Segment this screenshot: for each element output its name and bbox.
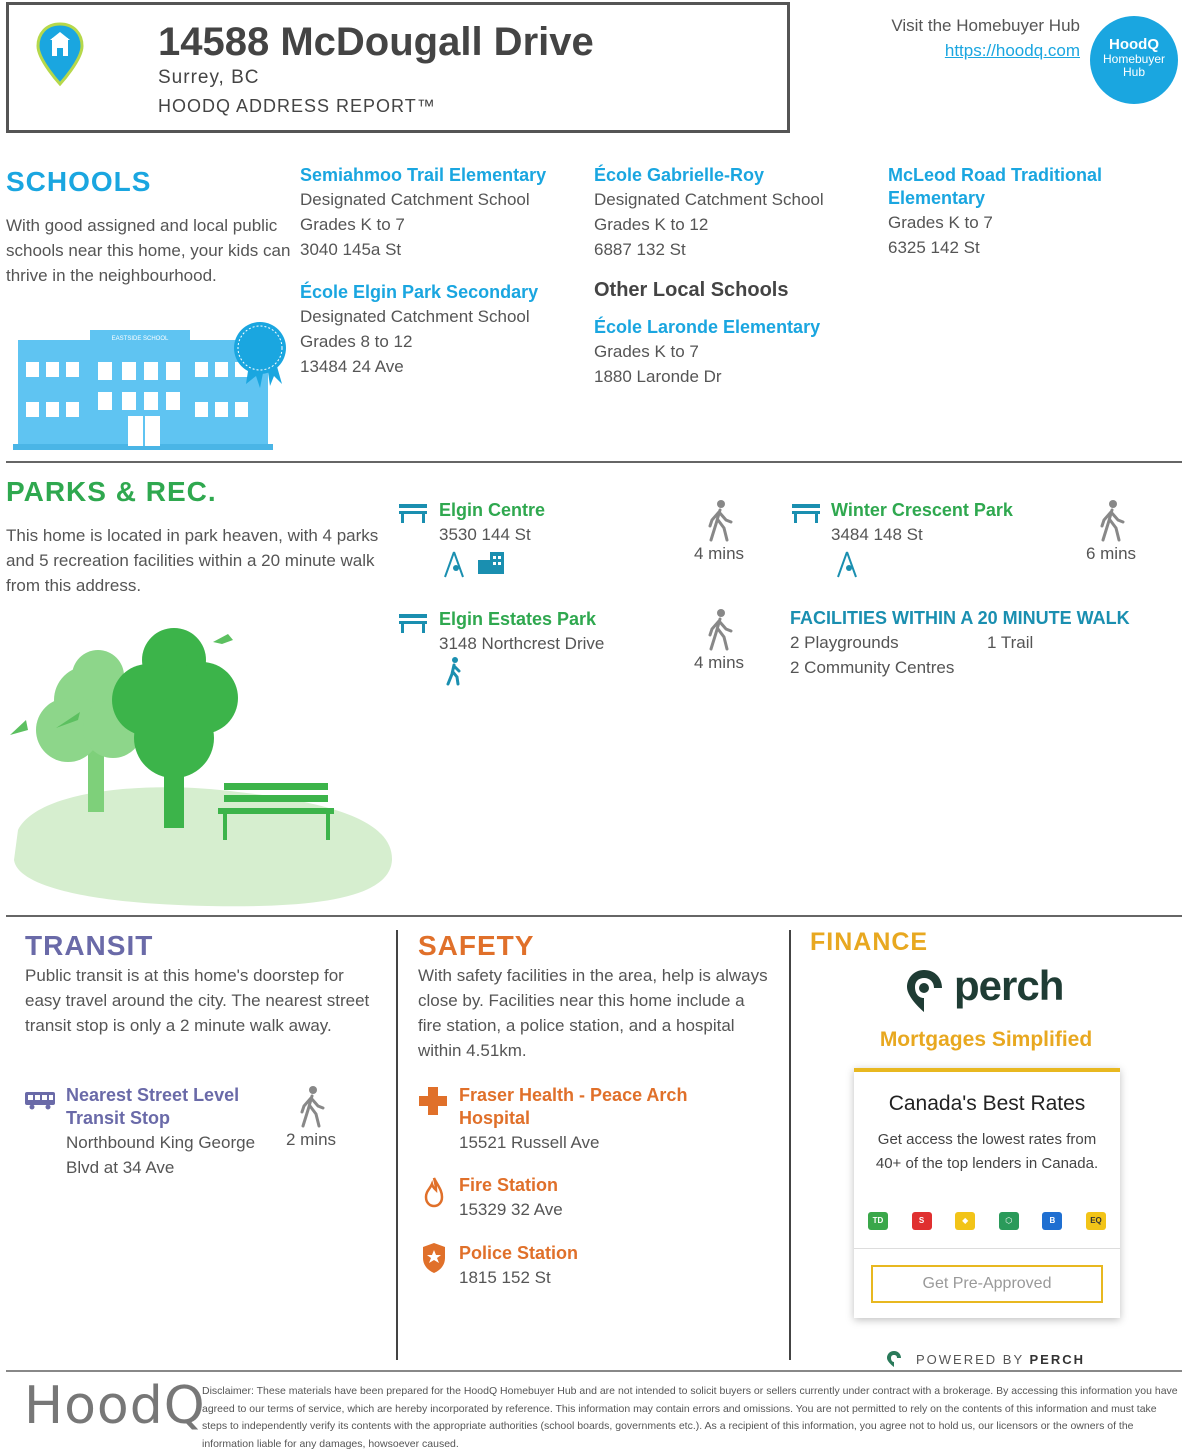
school-type: Designated Catchment School (300, 307, 530, 326)
walk-icon (298, 1084, 326, 1128)
perch-brand: perch (954, 962, 1064, 1009)
powered-by (916, 1352, 1085, 1367)
safety-entry (459, 1174, 719, 1222)
school-entry (300, 164, 590, 262)
lender-logos (868, 1212, 1106, 1230)
facility-playgrounds: 2 Playgrounds (790, 633, 899, 652)
school-entry (300, 281, 590, 379)
walk-icon (706, 498, 734, 542)
powered-prefix: POWERED BY (916, 1352, 1030, 1367)
hub-link[interactable]: https://hoodq.com (944, 41, 1080, 60)
safety-entry (459, 1084, 719, 1155)
schools-description: With good assigned and local public schools near this home, your kids can thrive in the neighbourhood. (6, 216, 291, 285)
school-name[interactable]: McLeod Road Traditional Elementary (888, 165, 1103, 208)
lender-eq-icon: EQ (1086, 1212, 1106, 1230)
parks-title-a: PARKS (6, 476, 107, 507)
school-address: 6887 132 St (594, 240, 686, 259)
school-name[interactable]: École Elgin Park Secondary (300, 282, 539, 302)
safety-entry (459, 1242, 719, 1290)
divider (6, 915, 1182, 917)
lender-desjardins-icon: ◆ (955, 1212, 975, 1230)
park-illustration (8, 620, 398, 910)
school-address: 3040 145a St (300, 240, 402, 259)
finance-tagline: Mortgages Simplified (879, 1028, 1093, 1051)
transit-title: TRANSIT (25, 930, 154, 961)
bench-icon (398, 502, 428, 524)
footer-divider (6, 1370, 1182, 1372)
school-grades: Grades K to 7 (888, 213, 993, 232)
walk-icon (706, 607, 734, 651)
report-label: HOODQ ADDRESS REPORT™ (158, 96, 436, 116)
school-entry (594, 316, 874, 389)
bus-icon (24, 1090, 56, 1110)
perch-small-icon (886, 1350, 902, 1368)
get-pre-approved-button[interactable]: Get Pre-Approved (871, 1265, 1103, 1303)
lender-hexagon-icon: ⬡ (999, 1212, 1019, 1230)
lender-scotiabank-icon: S (912, 1212, 932, 1230)
school-name[interactable]: École Laronde Elementary (594, 317, 821, 337)
powered-brand: PERCH (1029, 1352, 1086, 1367)
trail-icon (444, 656, 464, 686)
park-address: 3484 148 St (831, 525, 923, 544)
park-address: 3530 144 St (439, 525, 531, 544)
perch-logo-icon (904, 968, 946, 1014)
school-grades: Grades K to 12 (594, 215, 709, 234)
park-name[interactable]: Elgin Estates Park (439, 609, 597, 629)
divider (6, 461, 1182, 463)
finance-title: FINANCE (810, 928, 929, 956)
playground-icon (835, 550, 859, 578)
school-name[interactable]: École Gabrielle-Roy (594, 165, 765, 185)
walk-time: 6 mins (1085, 544, 1137, 563)
park-entry (831, 500, 1081, 545)
fire-icon (424, 1176, 444, 1208)
playground-icon (442, 550, 466, 578)
homebuyer-hub-badge[interactable] (1090, 16, 1178, 104)
school-sign-text: EASTSIDE SCHOOL (111, 336, 169, 342)
column-divider (789, 930, 791, 1360)
safety-address: 15329 32 Ave (459, 1200, 563, 1219)
safety-name[interactable]: Fire Station (459, 1175, 559, 1195)
safety-name[interactable]: Fraser Health - Peace Arch Hospital (459, 1085, 688, 1128)
safety-name[interactable]: Police Station (459, 1243, 579, 1263)
disclaimer-text: Disclaimer: These materials have been prepared for the HoodQ Homebuyer Hub and are not intended to solicit buyers or sellers currently under contract with a brokerage. By accessing this information you have agreed to our terms of service, which are hereby incorporated by reference. This information may contain errors and omissions. You are not permitted to rely on the contents of this information and must take steps to independently verify its contents with the appropriate authorities (school boards, governments etc.). As a recipient of this information, you agree not to hold us, our licensors or the owners of the information liable for any damages, howsoever caused. (202, 1385, 1178, 1450)
column-divider (396, 930, 398, 1360)
rates-card (854, 1068, 1120, 1318)
school-grades: Grades 8 to 12 (300, 332, 413, 351)
school-type: Designated Catchment School (594, 190, 824, 209)
hub-text: Visit the Homebuyer Hub (891, 16, 1080, 35)
parks-title (6, 476, 217, 508)
card-divider (854, 1248, 1120, 1249)
badge-line3: Hub (1122, 65, 1145, 79)
school-illustration (10, 318, 292, 458)
parks-description: This home is located in park heaven, with 4 parks and 5 recreation facilities within a 20 minute walk from this address. (6, 526, 379, 595)
rates-card-text: Get access the lowest rates from 40+ of the top lenders in Canada. (875, 1131, 1099, 1172)
school-address: 13484 24 Ave (300, 357, 404, 376)
badge-line1: HoodQ (1109, 36, 1159, 53)
park-name[interactable]: Elgin Centre (439, 500, 546, 520)
schools-title: SCHOOLS (6, 166, 152, 197)
park-entry (439, 500, 689, 545)
lender-bmo-icon: B (1042, 1212, 1062, 1230)
park-name[interactable]: Winter Crescent Park (831, 500, 1013, 520)
bench-icon (791, 502, 821, 524)
facility-trail: 1 Trail (987, 633, 1034, 652)
transit-stop (66, 1084, 276, 1180)
school-address: 1880 Laronde Dr (594, 367, 722, 386)
parks-title-b: & REC. (115, 476, 217, 507)
school-type: Designated Catchment School (300, 190, 530, 209)
school-name[interactable]: Semiahmoo Trail Elementary (300, 165, 547, 185)
facility-community-centres: 2 Community Centres (790, 658, 955, 677)
school-address: 6325 142 St (888, 238, 980, 257)
school-grades: Grades K to 7 (594, 342, 699, 361)
city-label: Surrey, BC (158, 67, 260, 88)
bench-icon (398, 612, 428, 634)
transit-stop-title[interactable]: Nearest Street Level Transit Stop (66, 1085, 240, 1128)
police-badge-icon (421, 1242, 447, 1274)
safety-address: 1815 152 St (459, 1268, 551, 1287)
hoodq-logo: HoodQ (24, 1376, 206, 1436)
school-entry (594, 164, 874, 262)
walk-time: 4 mins (693, 544, 745, 563)
walk-time: 2 mins (285, 1130, 337, 1149)
address-title: 14588 McDougall Drive (158, 20, 594, 64)
safety-address: 15521 Russell Ave (459, 1133, 600, 1152)
school-grades: Grades K to 7 (300, 215, 405, 234)
other-schools-title: Other Local Schools (594, 279, 789, 301)
park-entry (439, 609, 689, 654)
badge-line2: Homebuyer (1102, 52, 1166, 66)
lender-td-icon: TD (868, 1212, 888, 1230)
school-entry (888, 164, 1168, 260)
transit-description: Public transit is at this home's doorstep for easy travel around the city. The nearest street transit stop is only a 2 minute walk away. (25, 966, 370, 1035)
safety-title: SAFETY (418, 930, 535, 961)
safety-description: With safety facilities in the area, help is always close by. Facilities near this home include a fire station, a police station, and a hospital within 4.51km. (418, 966, 768, 1060)
walk-icon (1098, 498, 1126, 542)
hospital-cross-icon (418, 1086, 448, 1116)
rates-card-title: Canada's Best Rates (888, 1092, 1086, 1115)
home-pin-icon (32, 22, 88, 88)
transit-stop-name: Northbound King George Blvd at 34 Ave (66, 1133, 256, 1177)
facilities-title: FACILITIES WITHIN A 20 MINUTE WALK (790, 608, 1130, 628)
community-centre-icon (476, 550, 506, 576)
walk-time: 4 mins (693, 653, 745, 672)
park-address: 3148 Northcrest Drive (439, 634, 605, 653)
